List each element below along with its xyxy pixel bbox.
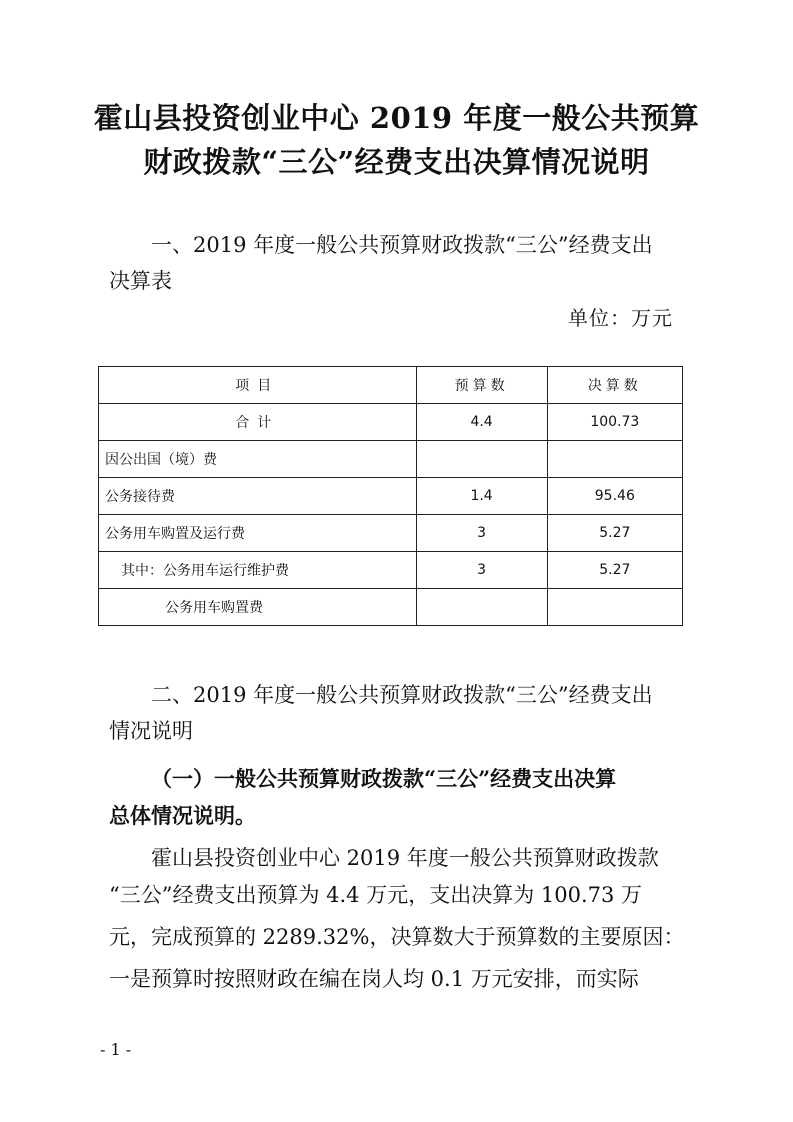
row-budget: [416, 441, 547, 478]
table-row-total: [99, 404, 683, 441]
page-number: - 1 -: [100, 1040, 132, 1059]
table-row: [99, 589, 683, 626]
row-item: 其中：公务用车运行维护费: [99, 552, 417, 589]
row-actual: 95.46: [547, 478, 682, 515]
document-title-line-1: 霍山县投资创业中心 2019 年度一般公共预算: [93, 101, 700, 135]
section-2-heading-line-1: 二、2019 年度一般公共预算财政拨款“三公”经费支出: [151, 683, 653, 707]
row-actual: 100.73: [547, 404, 682, 441]
row-item: 公务用车购置及运行费: [99, 515, 417, 552]
document-title-line-2: 财政拨款“三公”经费支出决算情况说明: [143, 145, 650, 179]
row-actual: 5.27: [547, 552, 682, 589]
row-actual: 5.27: [547, 515, 682, 552]
paragraph-line-4: 一是预算时按照财政在编在岗人均 0.1 万元安排，而实际: [109, 967, 639, 991]
table-header-row: [99, 367, 683, 404]
subsection-heading-line-1: （一）一般公共预算财政拨款“三公”经费支出决算: [151, 766, 617, 791]
paragraph-line-1: 霍山县投资创业中心 2019 年度一般公共预算财政拨款: [151, 846, 659, 870]
subsection-heading-line-2: 总体情况说明。: [109, 803, 256, 828]
table-row: [99, 441, 683, 478]
row-budget: 1.4: [416, 478, 547, 515]
header-budget: 预算数: [416, 367, 547, 404]
header-item: 项目: [99, 367, 417, 404]
section-1-heading-line-1: 一、2019 年度一般公共预算财政拨款“三公”经费支出: [151, 233, 653, 257]
table-row: [99, 552, 683, 589]
row-budget: [416, 589, 547, 626]
row-actual: [547, 441, 682, 478]
table-row: [99, 478, 683, 515]
row-item: 公务接待费: [99, 478, 417, 515]
row-item: 公务用车购置费: [99, 589, 417, 626]
row-item: 因公出国（境）费: [99, 441, 417, 478]
three-public-expenses-table: [98, 366, 683, 626]
row-budget: 3: [416, 515, 547, 552]
section-2-heading-line-2: 情况说明: [109, 719, 193, 743]
table-row: [99, 515, 683, 552]
paragraph-line-2: “三公”经费支出预算为 4.4 万元，支出决算为 100.73 万: [109, 883, 643, 907]
row-budget: 4.4: [416, 404, 547, 441]
row-budget: 3: [416, 552, 547, 589]
unit-label: 单位：万元: [568, 306, 673, 330]
row-item: 合计: [99, 404, 417, 441]
section-1-heading-line-2: 决算表: [109, 269, 172, 293]
row-actual: [547, 589, 682, 626]
header-actual: 决算数: [547, 367, 682, 404]
paragraph-line-3: 元，完成预算的 2289.32%，决算数大于预算数的主要原因：: [109, 925, 685, 949]
